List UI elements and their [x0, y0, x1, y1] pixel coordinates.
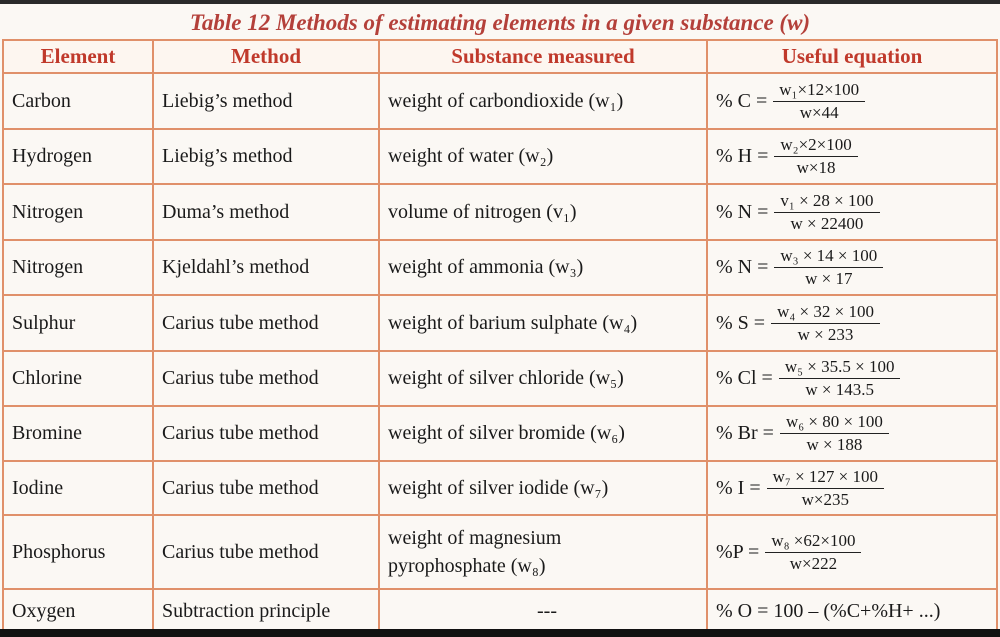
- substance-cell: weight of silver bromide (w₆): [379, 406, 707, 461]
- denominator: w × 17: [805, 269, 853, 288]
- element-cell: Sulphur: [3, 295, 153, 351]
- equation-cell: [707, 461, 997, 515]
- substance-cell: weight of silver chloride (w₅): [379, 351, 707, 406]
- numerator: w₃ × 14 × 100: [774, 246, 883, 268]
- method-cell: Subtraction principle: [153, 589, 379, 633]
- denominator: w × 233: [797, 324, 854, 344]
- equation-cell: [707, 406, 997, 461]
- equation-lhs: % H =: [716, 145, 769, 167]
- equation-fraction: [767, 467, 884, 510]
- equation-cell: [707, 515, 997, 589]
- method-cell: Liebig’s method: [153, 73, 379, 129]
- header-row: [3, 40, 997, 73]
- numerator: w₁×12×100: [773, 80, 865, 102]
- header-method: Method: [153, 40, 379, 73]
- substance-line-2: pyrophosphate (w₈): [388, 555, 546, 577]
- table-row: [3, 515, 997, 589]
- method-cell: Carius tube method: [153, 515, 379, 589]
- element-cell: Hydrogen: [3, 129, 153, 184]
- header-equation: Useful equation: [707, 40, 997, 73]
- equation-fraction: [774, 246, 883, 289]
- equation-fraction: [774, 135, 857, 178]
- substance-cell: [379, 515, 707, 589]
- method-cell: Carius tube method: [153, 295, 379, 351]
- equation-lhs: %P =: [716, 540, 760, 563]
- equation-lhs: % S =: [716, 311, 766, 334]
- table-row: [3, 73, 997, 129]
- equation-fraction: [765, 531, 861, 574]
- denominator: w×44: [799, 102, 839, 122]
- equation-lhs: % C =: [716, 89, 768, 112]
- equation-cell: [707, 240, 997, 295]
- equation-fraction: [771, 302, 880, 345]
- substance-cell: weight of ammonia (w₃): [379, 240, 707, 295]
- method-cell: Duma’s method: [153, 184, 379, 240]
- element-cell: Chlorine: [3, 351, 153, 406]
- numerator: w₈ ×62×100: [765, 531, 861, 553]
- substance-cell: weight of barium sulphate (w₄): [379, 295, 707, 351]
- equation-lhs: % Cl =: [716, 367, 773, 389]
- substance-cell: weight of silver iodide (w₇): [379, 461, 707, 515]
- element-cell: Carbon: [3, 73, 153, 129]
- table-row: [3, 184, 997, 240]
- method-cell: Kjeldahl’s method: [153, 240, 379, 295]
- top-edge: [0, 0, 1000, 4]
- numerator: v₁ × 28 × 100: [774, 191, 879, 213]
- substance-cell: weight of carbondioxide (w₁): [379, 73, 707, 129]
- element-cell: Nitrogen: [3, 240, 153, 295]
- equation-cell: [707, 351, 997, 406]
- numerator: w₂×2×100: [774, 135, 857, 157]
- element-cell: Oxygen: [3, 589, 153, 633]
- method-cell: Carius tube method: [153, 461, 379, 515]
- numerator: w₆ × 80 × 100: [780, 412, 889, 434]
- equation-fraction: [774, 191, 879, 234]
- equation-fraction: [779, 357, 901, 400]
- equation-lhs: % I =: [716, 476, 761, 499]
- equation-lhs: % N =: [716, 256, 769, 278]
- table-row: [3, 351, 997, 406]
- denominator: w × 143.5: [805, 380, 874, 399]
- bottom-edge: [0, 629, 1000, 637]
- equation-cell: % O = 100 – (%C+%H+ ...): [707, 589, 997, 633]
- element-cell: Phosphorus: [3, 515, 153, 589]
- method-cell: Liebig’s method: [153, 129, 379, 184]
- equation-fraction: [780, 412, 889, 455]
- numerator: w₇ × 127 × 100: [767, 467, 884, 489]
- numerator: w₅ × 35.5 × 100: [779, 357, 901, 379]
- table-row: [3, 589, 997, 633]
- substance-cell: weight of water (w₂): [379, 129, 707, 184]
- element-cell: Bromine: [3, 406, 153, 461]
- element-cell: Nitrogen: [3, 184, 153, 240]
- table-row: [3, 461, 997, 515]
- header-element: Element: [3, 40, 153, 73]
- element-cell: Iodine: [3, 461, 153, 515]
- table-row: [3, 129, 997, 184]
- method-cell: Carius tube method: [153, 406, 379, 461]
- equation-lhs: % N =: [716, 200, 769, 223]
- elements-table: [2, 39, 998, 634]
- equation-lhs: % Br =: [716, 422, 774, 444]
- equation-cell: [707, 295, 997, 351]
- equation-cell: [707, 184, 997, 240]
- table-row: [3, 240, 997, 295]
- equation-cell: [707, 73, 997, 129]
- denominator: w × 22400: [790, 213, 864, 233]
- table-caption: Table 12 Methods of estimating elements in a given substance (w): [189, 10, 811, 35]
- substance-cell: ---: [379, 589, 707, 633]
- denominator: w×18: [796, 158, 836, 177]
- denominator: w×222: [789, 553, 838, 573]
- numerator: w₄ × 32 × 100: [771, 302, 880, 324]
- method-cell: Carius tube method: [153, 351, 379, 406]
- equation-fraction: [773, 80, 865, 123]
- denominator: w × 188: [806, 435, 863, 454]
- denominator: w×235: [801, 489, 849, 509]
- equation-cell: [707, 129, 997, 184]
- substance-line-1: weight of magnesium: [388, 527, 562, 549]
- table-row: [3, 295, 997, 351]
- header-substance: Substance measured: [379, 40, 707, 73]
- table-row: [3, 406, 997, 461]
- substance-cell: volume of nitrogen (v₁): [379, 184, 707, 240]
